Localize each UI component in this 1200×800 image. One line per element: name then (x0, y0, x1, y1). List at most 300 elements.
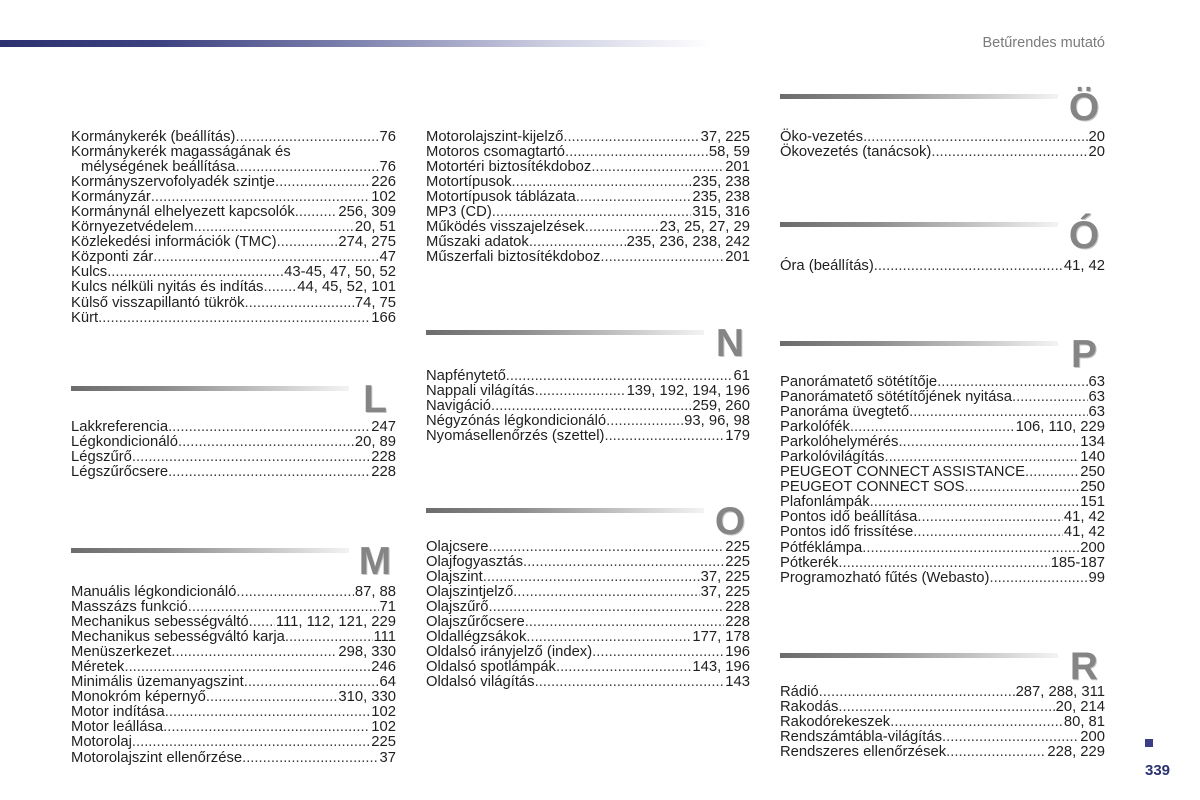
entry-label: Olajcsere (426, 538, 489, 555)
entry-pages: 256, 309 (338, 203, 396, 220)
index-entry (780, 405, 1105, 420)
entry-pages: 228 (725, 613, 750, 630)
dot-leader (168, 420, 370, 435)
entry-label: Parkolóvilágítás (780, 448, 885, 465)
entry-label: Mechanikus sebességváltó (71, 613, 249, 630)
entry-pages: 200 (1080, 539, 1105, 556)
dot-leader (245, 296, 354, 311)
entry-label: Motorolajszint-kijelző (426, 128, 564, 145)
section-header-m (71, 540, 396, 583)
dot-leader (850, 420, 1015, 435)
entry-pages: 250 (1080, 479, 1105, 496)
dot-leader (513, 585, 699, 600)
index-entry (71, 145, 396, 160)
dot-leader (244, 675, 379, 690)
entry-label: Kormánynál elhelyezett kapcsolók (71, 203, 295, 220)
page-marker-square (1145, 739, 1153, 747)
dot-leader (236, 585, 354, 600)
section-divider-bar (426, 330, 704, 335)
dot-leader (178, 435, 354, 450)
entry-pages: 310, 330 (338, 689, 396, 706)
entry-pages: 20, 89 (354, 433, 396, 450)
dot-leader (931, 145, 1087, 160)
entry-label: Pótkerék (780, 554, 839, 571)
section-letter: Ó (1068, 214, 1100, 257)
entry-pages: 228 (725, 598, 750, 615)
entry-label: Kulcs nélküli nyitás és indítás (71, 279, 264, 296)
section-header-o-acute (780, 214, 1105, 257)
entry-label: Pótféklámpa (780, 539, 863, 556)
entry-pages: 246 (371, 658, 396, 675)
index-entry (780, 390, 1105, 405)
entry-pages: 99 (1088, 569, 1105, 586)
entry-pages: 315, 316 (692, 203, 750, 220)
dot-leader (194, 220, 354, 235)
dot-leader (489, 600, 725, 615)
index-entry (780, 745, 1105, 760)
dot-leader (946, 745, 1046, 760)
entry-label: Plafonlámpák (780, 494, 870, 511)
index-entry (71, 235, 396, 250)
section-header-p (780, 333, 1105, 376)
dot-leader (206, 690, 338, 705)
entry-label: Motortípusok (426, 173, 512, 190)
index-entry (426, 600, 750, 615)
index-entry (71, 296, 396, 311)
index-entry (426, 540, 750, 555)
index-block-n (426, 369, 750, 444)
dot-leader (838, 700, 1054, 715)
index-entry (71, 265, 396, 280)
index-entry (780, 700, 1105, 715)
entry-pages: 74, 75 (354, 294, 396, 311)
entry-pages: 179 (725, 427, 750, 444)
entry-pages: 225 (725, 553, 750, 570)
dot-leader (132, 735, 370, 750)
entry-pages: 64 (379, 674, 396, 691)
index-entry (780, 510, 1105, 525)
dot-leader (295, 205, 338, 220)
index-entry (426, 399, 750, 414)
entry-pages: 143, 196 (692, 659, 750, 676)
dot-leader (989, 571, 1087, 586)
index-entry (426, 615, 750, 630)
dot-leader (942, 730, 1079, 745)
entry-pages: 37, 225 (700, 568, 750, 585)
index-entry (426, 160, 750, 175)
entry-pages: 247 (371, 418, 396, 435)
dot-leader (98, 311, 370, 326)
section-header-o-umlaut (780, 86, 1105, 129)
dot-leader (563, 130, 699, 145)
dot-leader (585, 220, 659, 235)
entry-label: Manuális légkondicionáló (71, 583, 237, 600)
dot-leader (525, 615, 725, 630)
entry-label: Nappali világítás (426, 382, 535, 399)
entry-label: Közlekedési információk (TMC) (71, 234, 277, 251)
index-entry (780, 375, 1105, 390)
dot-leader (512, 175, 692, 190)
entry-label: Rakodórekeszek (780, 713, 891, 730)
dot-leader (565, 145, 708, 160)
entry-pages: 71 (379, 598, 396, 615)
entry-label: MP3 (CD) (426, 203, 492, 220)
index-entry (426, 645, 750, 660)
entry-label: Masszázs funkció (71, 598, 188, 615)
entry-pages: 134 (1080, 433, 1105, 450)
entry-pages: 235, 238 (692, 188, 750, 205)
entry-pages: 102 (371, 719, 396, 736)
entry-label: Pontos idő frissítése (780, 524, 914, 541)
dot-leader (153, 250, 378, 265)
dot-leader (592, 645, 724, 660)
entry-pages: 298, 330 (338, 643, 396, 660)
entry-pages: 41, 42 (1063, 524, 1105, 541)
index-entry (780, 420, 1105, 435)
entry-label: Rendszeres ellenőrzések (780, 743, 947, 760)
dot-leader (1012, 390, 1088, 405)
entry-pages: 185-187 (1050, 554, 1105, 571)
dot-leader (917, 510, 1062, 525)
index-entry (780, 450, 1105, 465)
section-divider-bar (71, 548, 349, 553)
entry-pages: 226 (371, 173, 396, 190)
entry-label: Környezetvédelem (71, 219, 194, 236)
index-entry (71, 615, 396, 630)
index-entry (426, 384, 750, 399)
index-entry (426, 130, 750, 145)
section-divider-bar (780, 653, 1058, 658)
section-divider-bar (780, 94, 1058, 99)
entry-pages: 37, 225 (700, 583, 750, 600)
index-entry (780, 130, 1105, 145)
entry-pages: 250 (1080, 464, 1105, 481)
entry-pages: 111, 112, 121, 229 (275, 613, 396, 630)
entry-label: Légkondicionáló (71, 433, 178, 450)
dot-leader (171, 645, 337, 660)
entry-pages: 274, 275 (338, 234, 396, 251)
entry-pages: 106, 110, 229 (1015, 418, 1105, 435)
dot-leader (235, 130, 378, 145)
entry-pages: 225 (371, 734, 396, 751)
dot-leader (838, 556, 1049, 571)
section-letter: R (1069, 645, 1099, 688)
index-entry (780, 715, 1105, 730)
index-entry (780, 435, 1105, 450)
dot-leader (909, 405, 1087, 420)
dot-leader (862, 541, 1079, 556)
section-divider-bar (426, 508, 704, 513)
entry-label: Olajszűrő (426, 598, 489, 615)
index-block-r (780, 685, 1105, 760)
entry-label: Oldallégzsákok (426, 629, 527, 646)
entry-label: Motoros csomagtartó (426, 143, 565, 160)
entry-label: Olajszintjelző (426, 583, 514, 600)
entry-label: Parkolófék (780, 418, 850, 435)
entry-label: Légszűrő (71, 448, 132, 465)
index-entry (71, 420, 396, 435)
entry-label: Pontos idő beállítása (780, 509, 918, 526)
index-entry (71, 735, 396, 750)
index-column-3 (780, 0, 1105, 800)
dot-leader (576, 190, 692, 205)
index-entry (71, 130, 396, 145)
index-entry (426, 429, 750, 444)
dot-leader (263, 280, 296, 295)
section-letter: P (1070, 333, 1097, 376)
page-number: 339 (1145, 762, 1171, 779)
entry-pages: 225 (725, 538, 750, 555)
dot-leader (884, 450, 1079, 465)
entry-label: mélységének beállítása (81, 158, 236, 175)
entry-label: Kürt (71, 309, 99, 326)
dot-leader (874, 259, 1063, 274)
dot-leader (529, 235, 626, 250)
index-entry (780, 495, 1105, 510)
dot-leader (526, 630, 691, 645)
dot-leader (163, 720, 370, 735)
index-entry (426, 369, 750, 384)
index-entry (426, 250, 750, 265)
entry-pages: 102 (371, 704, 396, 721)
entry-label: PEUGEOT CONNECT ASSISTANCE (780, 464, 1026, 481)
entry-label: Műszerfali biztosítékdoboz (426, 249, 601, 266)
entry-label: Napfénytető (426, 367, 506, 384)
index-entry (71, 280, 396, 295)
index-entry (71, 751, 396, 766)
entry-pages: 259, 260 (692, 397, 750, 414)
entry-pages: 61 (733, 367, 750, 384)
dot-leader (600, 250, 724, 265)
entry-pages: 139, 192, 194, 196 (626, 382, 750, 399)
entry-label: Oldalsó világítás (426, 674, 535, 691)
dot-leader (819, 685, 1015, 700)
entry-pages: 20, 214 (1055, 698, 1105, 715)
entry-pages: 37, 225 (700, 128, 750, 145)
entry-label: Működés visszajelzések (426, 219, 585, 236)
index-entry (426, 190, 750, 205)
index-entry (71, 630, 396, 645)
entry-label: Menüszerkezet (71, 643, 172, 660)
index-entry (71, 160, 396, 175)
entry-pages: 41, 42 (1063, 257, 1105, 274)
entry-pages: 63 (1088, 403, 1105, 420)
entry-pages: 235, 238 (692, 173, 750, 190)
index-block-p (780, 375, 1105, 586)
entry-label: Kormányzár (71, 188, 151, 205)
dot-leader (483, 570, 700, 585)
entry-pages: 200 (1080, 728, 1105, 745)
index-entry (71, 675, 396, 690)
entry-label: Rakodás (780, 698, 839, 715)
index-entry (71, 465, 396, 480)
entry-label: Monokróm képernyő (71, 689, 206, 706)
entry-pages: 58, 59 (708, 143, 750, 160)
entry-pages: 201 (725, 249, 750, 266)
entry-pages: 228 (371, 448, 396, 465)
entry-pages: 111 (373, 628, 396, 645)
section-header-o (426, 500, 750, 543)
dot-leader (964, 480, 1079, 495)
dot-leader (236, 160, 379, 175)
page-header-title: Betűrendes mutató (982, 35, 1105, 51)
dot-leader (275, 175, 370, 190)
dot-leader (937, 375, 1087, 390)
index-entry (71, 705, 396, 720)
section-letter: L (363, 378, 387, 421)
index-entry (780, 730, 1105, 745)
entry-label: Rádió (780, 683, 819, 700)
entry-pages: 80, 81 (1063, 713, 1105, 730)
entry-pages: 196 (725, 644, 750, 661)
index-entry (780, 571, 1105, 586)
dot-leader (249, 615, 275, 630)
entry-pages: 44, 45, 52, 101 (297, 279, 396, 296)
index-entry (71, 190, 396, 205)
entry-pages: 228 (371, 463, 396, 480)
index-entry (71, 220, 396, 235)
entry-label: Navigáció (426, 397, 491, 414)
entry-label: Öko-vezetés (780, 128, 864, 145)
entry-label: Motortéri biztosítékdoboz (426, 158, 592, 175)
entry-label: Műszaki adatok (426, 234, 529, 251)
index-entry (71, 690, 396, 705)
entry-pages: 287, 288, 311 (1015, 683, 1105, 700)
entry-label: Parkolóhelymérés (780, 433, 899, 450)
index-block-m-continued (426, 130, 750, 266)
dot-leader (124, 660, 370, 675)
index-entry (71, 660, 396, 675)
section-divider-bar (71, 386, 349, 391)
entry-label: Kormányszervofolyadék szintje (71, 173, 275, 190)
index-entry (71, 450, 396, 465)
index-entry (71, 720, 396, 735)
entry-label: Oldalsó spotlámpák (426, 659, 556, 676)
dot-leader (165, 705, 371, 720)
entry-label: Mechanikus sebességváltó karja (71, 628, 285, 645)
index-entry (426, 205, 750, 220)
index-entry (426, 145, 750, 160)
entry-label: Légszűrőcsere (71, 463, 169, 480)
section-letter: N (715, 322, 745, 365)
entry-label: Méretek (71, 658, 125, 675)
entry-label: Kormánykerék magasságának és (71, 143, 291, 160)
dot-leader (491, 399, 691, 414)
dot-leader (556, 660, 691, 675)
dot-leader (870, 495, 1080, 510)
index-entry (780, 556, 1105, 571)
entry-pages: 140 (1080, 448, 1105, 465)
entry-label: Olajfogyasztás (426, 553, 524, 570)
entry-pages: 143 (725, 674, 750, 691)
entry-label: Motortípusok táblázata (426, 188, 576, 205)
dot-leader (898, 435, 1079, 450)
dot-leader (168, 465, 370, 480)
entry-pages: 41, 42 (1063, 509, 1105, 526)
section-header-l (71, 378, 396, 421)
index-entry (426, 585, 750, 600)
index-entry (71, 205, 396, 220)
index-entry (426, 235, 750, 250)
dot-leader (606, 414, 683, 429)
index-entry (426, 220, 750, 235)
index-column-2 (426, 0, 750, 800)
entry-label: Négyzónás légkondicionáló (426, 412, 607, 429)
index-block-k-continued (71, 130, 396, 326)
index-block-l (71, 420, 396, 480)
entry-label: Panoráma üvegtető (780, 403, 910, 420)
entry-label: Panorámatető sötétítőjének nyitása (780, 388, 1012, 405)
entry-label: Olajszűrőcsere (426, 613, 525, 630)
index-block-o (426, 540, 750, 691)
entry-label: Óra (beállítás) (780, 257, 874, 274)
entry-pages: 76 (379, 128, 396, 145)
entry-label: Központi zár (71, 249, 154, 266)
entry-pages: 23, 25, 27, 29 (659, 219, 750, 236)
entry-label: Motorolajszint ellenőrzése (71, 749, 243, 766)
section-header-r (780, 645, 1105, 688)
entry-label: Lakkreferencia (71, 418, 169, 435)
index-entry (780, 525, 1105, 540)
index-entry (426, 175, 750, 190)
dot-leader (863, 130, 1087, 145)
index-column-1 (71, 0, 396, 800)
index-entry (780, 685, 1105, 700)
index-entry (780, 480, 1105, 495)
section-divider-bar (780, 222, 1058, 227)
entry-label: Ökovezetés (tanácsok) (780, 143, 932, 160)
index-entry (71, 435, 396, 450)
index-block-m (71, 585, 396, 766)
entry-label: PEUGEOT CONNECT SOS (780, 479, 965, 496)
entry-label: Rendszámtábla-világítás (780, 728, 943, 745)
entry-label: Motor indítása (71, 704, 165, 721)
section-letter: Ö (1068, 86, 1100, 129)
index-entry (780, 259, 1105, 274)
dot-leader (1025, 465, 1079, 480)
dot-leader (535, 384, 626, 399)
dot-leader (188, 600, 379, 615)
dot-leader (132, 450, 370, 465)
entry-pages: 228, 229 (1047, 743, 1105, 760)
entry-pages: 20, 51 (354, 219, 396, 236)
dot-leader (913, 525, 1063, 540)
entry-label: Minimális üzemanyagszint (71, 674, 244, 691)
entry-pages: 93, 96, 98 (684, 412, 750, 429)
entry-pages: 87, 88 (354, 583, 396, 600)
dot-leader (151, 190, 371, 205)
index-entry (426, 555, 750, 570)
entry-pages: 76 (379, 158, 396, 175)
entry-pages: 47 (379, 249, 396, 266)
index-entry (426, 630, 750, 645)
index-entry (780, 145, 1105, 160)
entry-pages: 43-45, 47, 50, 52 (284, 264, 396, 281)
entry-pages: 151 (1080, 494, 1105, 511)
entry-label: Külső visszapillantó tükrök (71, 294, 245, 311)
dot-leader (535, 675, 725, 690)
dot-leader (523, 555, 724, 570)
index-entry (71, 175, 396, 190)
index-entry (71, 645, 396, 660)
index-entry (71, 250, 396, 265)
index-entry (426, 675, 750, 690)
entry-pages: 20 (1088, 143, 1105, 160)
index-entry (780, 465, 1105, 480)
index-entry (426, 570, 750, 585)
entry-pages: 201 (725, 158, 750, 175)
index-entry (426, 660, 750, 675)
